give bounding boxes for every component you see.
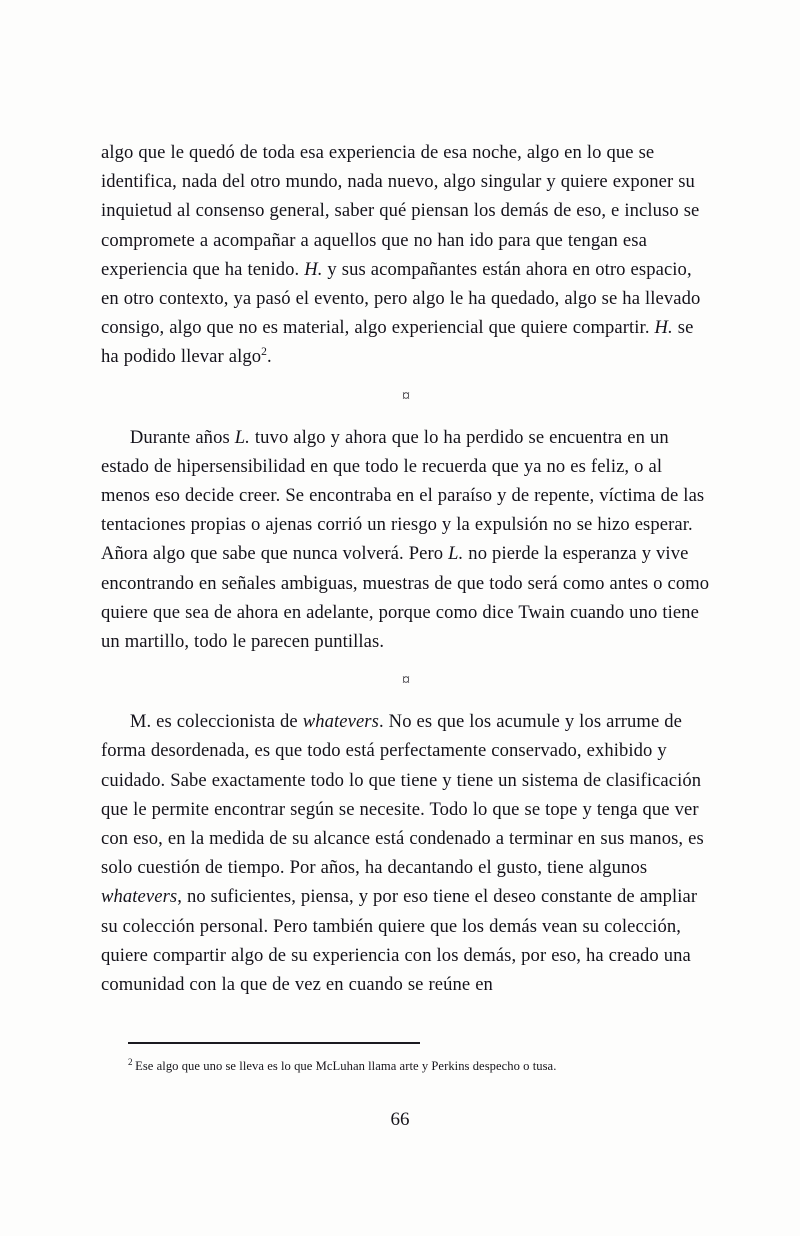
- emphasis-span: H.: [654, 317, 673, 339]
- paragraph-continuation: [101, 138, 711, 372]
- text-span: , no suficientes, piensa, y por eso tiene el deseo constante de ampliar su colección personal. Pero también quiere que los demás vean su colección, quiere compartir algo de su experiencia con los demás, por eso, ha creado una comunidad con la que de vez en cuando se reúne en: [101, 886, 698, 996]
- footnote-separator-rule: [128, 1042, 420, 1044]
- section-divider-1: [101, 380, 711, 416]
- text-span: Durante años: [129, 426, 235, 448]
- spacer: [101, 656, 711, 664]
- footnote-marker: 2: [128, 1056, 133, 1067]
- emphasis-span: whatevers: [302, 711, 379, 733]
- footnote-zone: [101, 1042, 711, 1075]
- paragraph-3: [101, 707, 711, 999]
- paragraph-1-text: [101, 142, 700, 367]
- emphasis-span: H.: [304, 258, 323, 280]
- footnote-text: Ese algo que uno se lleva es lo que McLuhan llama arte y Perkins despecho o tusa.: [135, 1059, 557, 1073]
- section-ornament-icon: ¤: [402, 672, 410, 690]
- text-span: . No es que los acumule y los arrume de forma desordenada, es que todo está perfectamente conservado, exhibido y cuidado. Sabe exactamente todo lo que tiene y tiene un sistema de clasificación que le permite encontrar según se necesite. Todo lo que se tope y tenga que ver con eso, en la medida de su alcance está condenado a terminar en sus manos, es solo cuestión de tiempo. Por años, ha decantando el gusto, tiene algunos: [101, 711, 704, 879]
- text-span: algo que le quedó de toda esa experiencia de esa noche, algo en lo que se identifica, nada del otro mundo, nada nuevo, algo singular y quiere exponer su inquietud al consenso general, saber qué piensan los demás de eso, e incluso se compromete a acompañar a aquellos que no han ido para que tengan esa experiencia que ha tenido.: [101, 142, 700, 280]
- text-span: M. es coleccionista de: [129, 711, 303, 733]
- spacer: [101, 416, 711, 423]
- footnote-entry: [128, 1058, 711, 1075]
- text-span: no pierde la esperanza y vive encontrando en señales ambiguas, muestras de que todo será como antes o como quiere que sea de ahora en adelante, porque como dice Twain cuando uno tiene un martillo, todo le parecen puntillas.: [101, 543, 710, 653]
- main-text-block: [101, 138, 711, 999]
- paragraph-2: [101, 423, 711, 657]
- emphasis-span: whatevers: [101, 886, 178, 908]
- text-span: se ha podido llevar algo: [101, 317, 694, 368]
- paragraph-3-text: [101, 711, 704, 995]
- section-ornament-icon: ¤: [402, 387, 410, 405]
- page-number: 66: [390, 1109, 410, 1130]
- text-span: y sus acompañantes están ahora en otro espacio, en otro contexto, ya pasó el evento, pero algo le ha quedado, algo se ha llevado consigo, algo que no es material, algo experiencial que quiere compartir.: [101, 258, 701, 339]
- emphasis-span: L.: [234, 426, 250, 448]
- section-divider-2: [101, 664, 711, 700]
- emphasis-span: L.: [448, 543, 464, 565]
- paragraph-2-text: [101, 427, 709, 652]
- footnote-reference-marker: 2: [261, 346, 267, 359]
- text-span: tuvo algo y ahora que lo ha perdido se encuentra en un estado de hipersensibilidad en que todo le recuerda que ya no es feliz, o al menos eso decide creer. Se encontraba en el paraíso y de repente, víctima de las tentaciones propias o ajenas corrió un riesgo y la expulsión no se hizo esperar. Añora algo que sabe que nunca volverá. Pero: [101, 426, 705, 565]
- spacer: [101, 372, 711, 380]
- spacer: [101, 700, 711, 707]
- text-span: .: [266, 346, 272, 368]
